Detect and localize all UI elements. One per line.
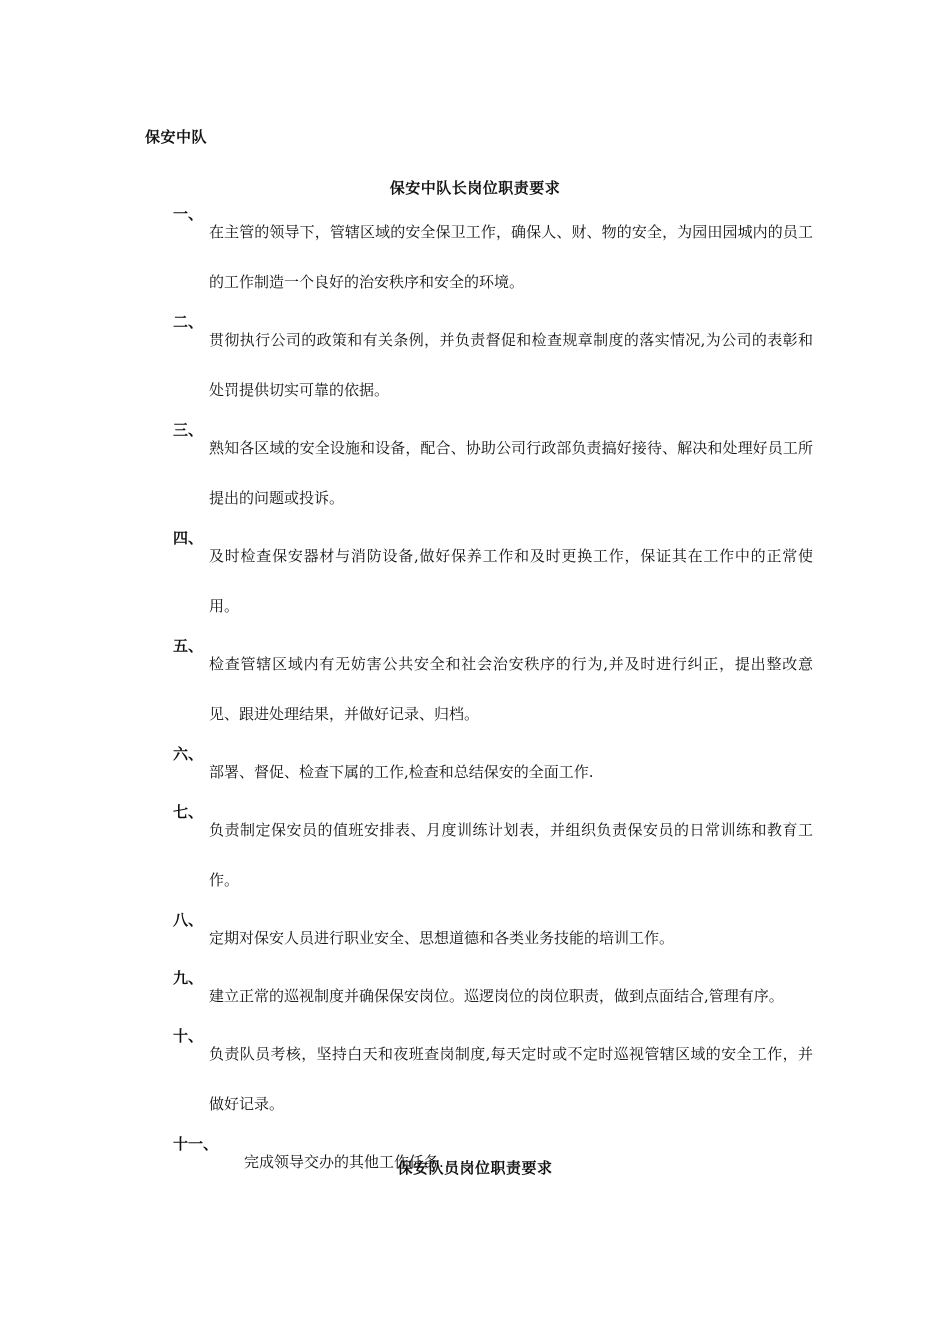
duty-list [173, 205, 813, 1212]
item-text: 在主管的领导下，管辖区域的安全保卫工作，确保人、财、物的安全，为园田园城内的员工的工作制造一个良好的治安秩序和安全的环境。 [209, 223, 813, 291]
page-title: 保安中队长岗位职责要求 [389, 179, 561, 197]
list-item [173, 1029, 813, 1129]
item-number: 二、 [173, 313, 204, 331]
list-item [173, 639, 813, 739]
item-number: 八、 [173, 911, 204, 929]
item-number: 一、 [173, 205, 204, 223]
item-text: 完成领导交办的其他工作任务. [244, 1153, 444, 1171]
item-text: 及时检查保安器材与消防设备,做好保养工作和及时更换工作，保证其在工作中的正常使用。 [209, 547, 813, 615]
item-number: 三、 [173, 421, 204, 439]
item-number: 十、 [173, 1027, 204, 1045]
list-item [173, 423, 813, 523]
list-item [173, 315, 813, 415]
list-item [173, 207, 813, 307]
item-text: 负责制定保安员的值班安排表、月度训练计划表，并组织负责保安员的日常训练和教育工作。 [209, 821, 813, 889]
item-number: 四、 [173, 529, 204, 547]
item-number: 十一、 [173, 1135, 219, 1153]
item-number: 五、 [173, 637, 204, 655]
list-item [173, 747, 813, 797]
item-number: 七、 [173, 803, 204, 821]
item-text: 检查管辖区域内有无妨害公共安全和社会治安秩序的行为,并及时进行纠正，提出整改意见、跟进处理结果，并做好记录、归档。 [209, 655, 813, 723]
item-number: 六、 [173, 745, 204, 763]
item-text: 建立正常的巡视制度并确保保安岗位。巡逻岗位的岗位职责，做到点面结合,管理有序。 [209, 987, 784, 1005]
item-text: 定期对保安人员进行职业安全、思想道德和各类业务技能的培训工作。 [209, 929, 675, 947]
list-item [173, 913, 813, 963]
section-title: 保安队员岗位职责要求 [397, 1159, 553, 1177]
item-text: 熟知各区域的安全设施和设备，配合、协助公司行政部负责搞好接待、解决和处理好员工所提出的问题或投诉。 [209, 439, 813, 507]
list-item [173, 805, 813, 905]
list-item [173, 971, 813, 1021]
item-text: 贯彻执行公司的政策和有关条例，并负责督促和检查规章制度的落实情况,为公司的表彰和处罚提供切实可靠的依据。 [209, 331, 813, 399]
item-text: 部署、督促、检查下属的工作,检查和总结保安的全面工作. [209, 763, 594, 781]
section-label: 保安中队 [145, 128, 208, 146]
list-item [173, 531, 813, 631]
item-number: 九、 [173, 969, 204, 987]
item-text: 负责队员考核，坚持白天和夜班查岗制度,每天定时或不定时巡视管辖区域的安全工作，并做好记录。 [209, 1045, 813, 1113]
